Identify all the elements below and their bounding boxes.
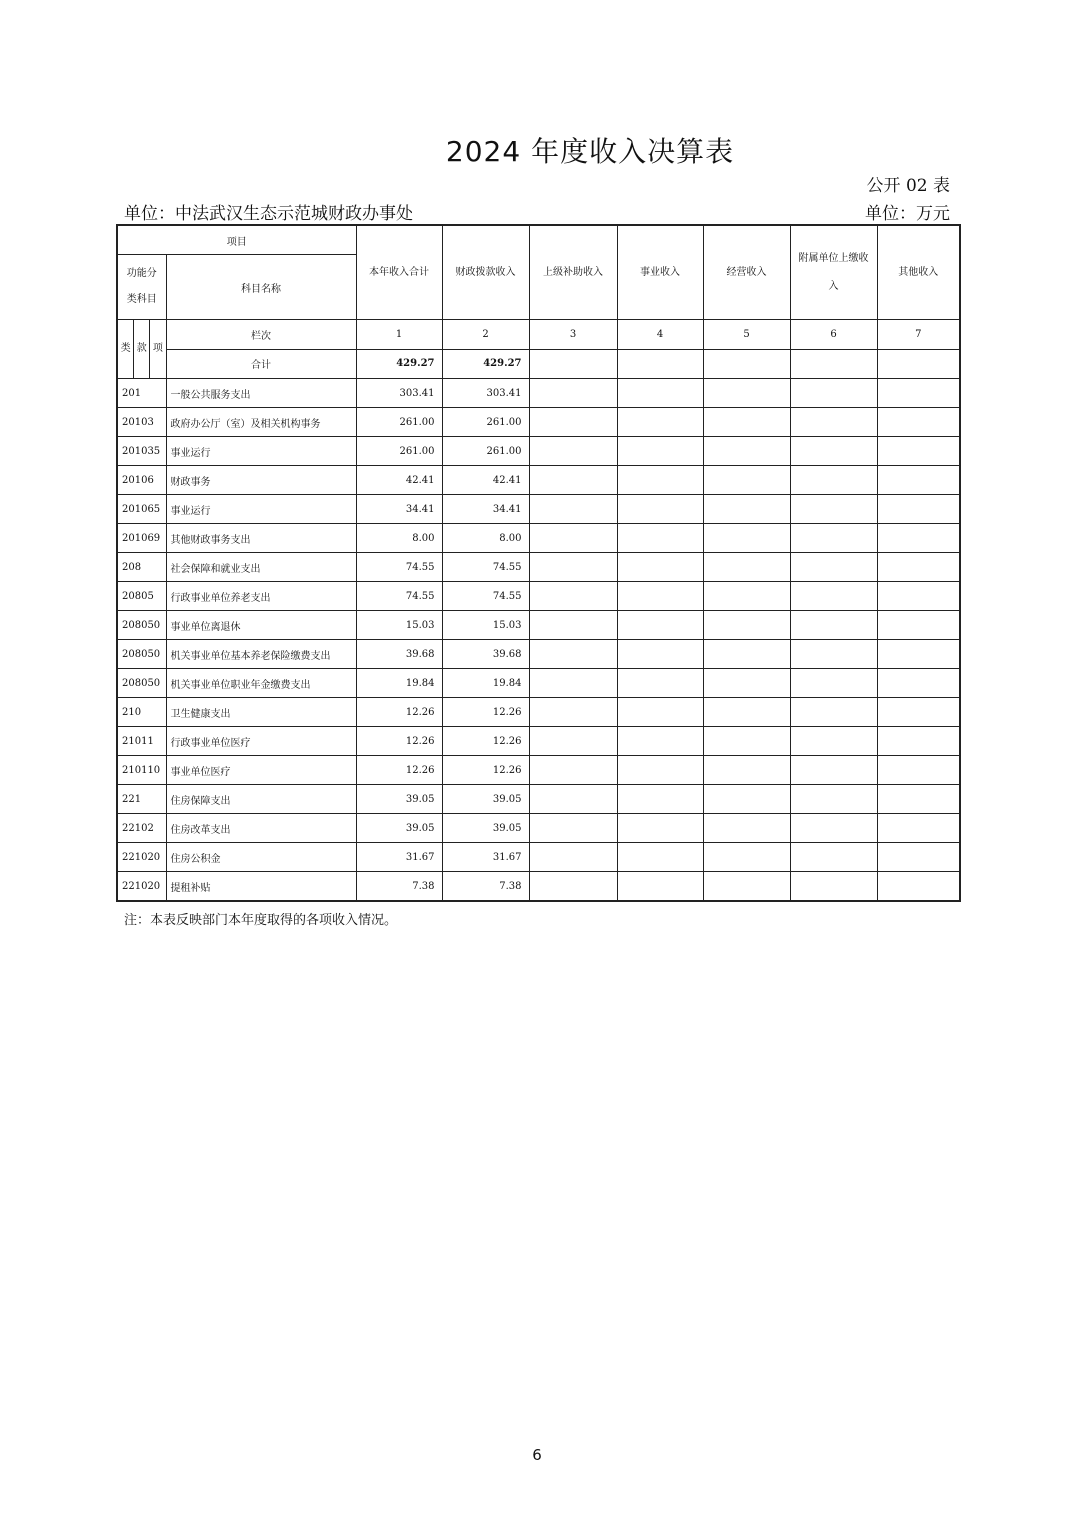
row-name: 事业单位医疗: [166, 756, 356, 785]
row-total: 303.41: [356, 379, 442, 408]
header-row-project: [117, 225, 960, 255]
row-business: [617, 582, 703, 611]
row-total: 12.26: [356, 756, 442, 785]
row-name: 一般公共服务支出: [166, 379, 356, 408]
row-operating: [703, 669, 790, 698]
row-fiscal: 19.84: [442, 669, 529, 698]
table-row: [117, 640, 960, 669]
row-superior: [529, 495, 617, 524]
table-row: [117, 408, 960, 437]
row-affiliated: [790, 408, 877, 437]
row-business: [617, 756, 703, 785]
row-affiliated: [790, 379, 877, 408]
row-name: 住房改革支出: [166, 814, 356, 843]
row-name: 住房公积金: [166, 843, 356, 872]
row-code: 221020: [117, 843, 166, 872]
row-other: [877, 669, 960, 698]
row-name: 事业运行: [166, 437, 356, 466]
row-other: [877, 843, 960, 872]
row-affiliated: [790, 727, 877, 756]
row-operating: [703, 466, 790, 495]
lanci-label: 栏次: [166, 320, 356, 350]
table-row: [117, 756, 960, 785]
row-code: 201: [117, 379, 166, 408]
row-other: [877, 698, 960, 727]
row-total: 31.67: [356, 843, 442, 872]
table-row: [117, 698, 960, 727]
row-fiscal: 12.26: [442, 727, 529, 756]
row-total: 7.38: [356, 872, 442, 902]
total-affiliated: [790, 349, 877, 379]
row-operating: [703, 698, 790, 727]
col-fiscal-header: 财政拨款收入: [442, 225, 529, 320]
row-operating: [703, 524, 790, 553]
row-name: 事业运行: [166, 495, 356, 524]
table-row: [117, 669, 960, 698]
row-other: [877, 408, 960, 437]
col-operating-header: 经营收入: [703, 225, 790, 320]
table-row: [117, 379, 960, 408]
row-fiscal: 303.41: [442, 379, 529, 408]
col-num-3: 3: [529, 320, 617, 350]
row-superior: [529, 785, 617, 814]
row-code: 20103: [117, 408, 166, 437]
row-business: [617, 553, 703, 582]
row-fiscal: 39.68: [442, 640, 529, 669]
row-code: 201069: [117, 524, 166, 553]
data-rows: [117, 379, 960, 902]
col-num-1: 1: [356, 320, 442, 350]
col-total-header: 本年收入合计: [356, 225, 442, 320]
row-other: [877, 727, 960, 756]
row-other: [877, 466, 960, 495]
row-superior: [529, 756, 617, 785]
col-num-6: 6: [790, 320, 877, 350]
currency-unit: 单位：万元: [865, 204, 950, 224]
row-other: [877, 785, 960, 814]
row-code: 221: [117, 785, 166, 814]
row-affiliated: [790, 669, 877, 698]
row-code: 210: [117, 698, 166, 727]
total-fiscal: 429.27: [442, 349, 529, 379]
table-row: [117, 785, 960, 814]
row-fiscal: 15.03: [442, 611, 529, 640]
row-fiscal: 8.00: [442, 524, 529, 553]
row-total: 74.55: [356, 553, 442, 582]
row-business: [617, 814, 703, 843]
row-other: [877, 756, 960, 785]
row-fiscal: 74.55: [442, 553, 529, 582]
col-other-header: 其他收入: [877, 225, 960, 320]
row-code: 22102: [117, 814, 166, 843]
row-business: [617, 379, 703, 408]
xiang-label: 项: [149, 320, 165, 378]
row-operating: [703, 756, 790, 785]
table-note: 注：本表反映部门本年度取得的各项收入情况。: [124, 913, 398, 928]
row-business: [617, 408, 703, 437]
row-fiscal: 261.00: [442, 408, 529, 437]
row-total: 8.00: [356, 524, 442, 553]
row-code: 208: [117, 553, 166, 582]
row-total: 74.55: [356, 582, 442, 611]
row-superior: [529, 582, 617, 611]
row-superior: [529, 814, 617, 843]
row-code: 221020: [117, 872, 166, 902]
row-affiliated: [790, 582, 877, 611]
table-row: [117, 872, 960, 902]
row-superior: [529, 843, 617, 872]
row-other: [877, 553, 960, 582]
row-affiliated: [790, 872, 877, 902]
row-fiscal: 261.00: [442, 437, 529, 466]
row-name: 行政事业单位养老支出: [166, 582, 356, 611]
row-other: [877, 814, 960, 843]
func-class-header: 功能分类科目: [117, 255, 166, 320]
total-business: [617, 349, 703, 379]
row-operating: [703, 814, 790, 843]
row-business: [617, 872, 703, 902]
header-row-lanci: [117, 320, 960, 350]
row-code: 208050: [117, 640, 166, 669]
row-affiliated: [790, 843, 877, 872]
row-affiliated: [790, 495, 877, 524]
row-superior: [529, 640, 617, 669]
row-name: 卫生健康支出: [166, 698, 356, 727]
row-operating: [703, 553, 790, 582]
row-fiscal: 39.05: [442, 785, 529, 814]
form-number: 公开 02 表: [866, 176, 950, 196]
row-name: 机关事业单位职业年金缴费支出: [166, 669, 356, 698]
row-name: 住房保障支出: [166, 785, 356, 814]
row-total: 19.84: [356, 669, 442, 698]
table-row: [117, 524, 960, 553]
row-business: [617, 437, 703, 466]
col-num-5: 5: [703, 320, 790, 350]
total-label: 合计: [166, 349, 356, 379]
table-row: [117, 466, 960, 495]
row-business: [617, 611, 703, 640]
row-name: 行政事业单位医疗: [166, 727, 356, 756]
row-affiliated: [790, 466, 877, 495]
row-total: 42.41: [356, 466, 442, 495]
row-superior: [529, 524, 617, 553]
row-fiscal: 7.38: [442, 872, 529, 902]
row-operating: [703, 495, 790, 524]
row-business: [617, 669, 703, 698]
table-row: [117, 582, 960, 611]
row-affiliated: [790, 524, 877, 553]
kuan-label: 款: [133, 320, 149, 378]
row-superior: [529, 553, 617, 582]
organization-unit: 单位：中法武汉生态示范城财政办事处: [124, 204, 413, 224]
row-operating: [703, 437, 790, 466]
table-row: [117, 553, 960, 582]
row-affiliated: [790, 814, 877, 843]
table-row: [117, 843, 960, 872]
row-total: 39.68: [356, 640, 442, 669]
total-amount: 429.27: [356, 349, 442, 379]
table-row: [117, 611, 960, 640]
row-name: 政府办公厅（室）及相关机构事务: [166, 408, 356, 437]
row-name: 事业单位离退休: [166, 611, 356, 640]
col-superior-header: 上级补助收入: [529, 225, 617, 320]
col-business-header: 事业收入: [617, 225, 703, 320]
page-number: 6: [532, 1446, 542, 1464]
row-operating: [703, 408, 790, 437]
row-superior: [529, 466, 617, 495]
lei-label: 类: [120, 343, 131, 354]
row-code: 210110: [117, 756, 166, 785]
row-other: [877, 437, 960, 466]
row-other: [877, 495, 960, 524]
total-operating: [703, 349, 790, 379]
row-name: 提租补贴: [166, 872, 356, 902]
lei-kuan-xiang-header: [117, 320, 166, 379]
row-superior: [529, 872, 617, 902]
row-affiliated: [790, 437, 877, 466]
row-code: 21011: [117, 727, 166, 756]
subject-name-header: 科目名称: [166, 255, 356, 320]
row-business: [617, 524, 703, 553]
row-affiliated: [790, 756, 877, 785]
row-superior: [529, 611, 617, 640]
total-other: [877, 349, 960, 379]
row-fiscal: 74.55: [442, 582, 529, 611]
col-num-7: 7: [877, 320, 960, 350]
row-other: [877, 379, 960, 408]
table-row: [117, 727, 960, 756]
row-fiscal: 12.26: [442, 756, 529, 785]
row-operating: [703, 785, 790, 814]
total-superior: [529, 349, 617, 379]
row-business: [617, 843, 703, 872]
row-total: 12.26: [356, 727, 442, 756]
row-total: 15.03: [356, 611, 442, 640]
project-header: 项目: [117, 225, 356, 255]
row-operating: [703, 872, 790, 902]
row-business: [617, 466, 703, 495]
row-business: [617, 727, 703, 756]
row-affiliated: [790, 553, 877, 582]
row-operating: [703, 843, 790, 872]
col-num-4: 4: [617, 320, 703, 350]
row-total: 39.05: [356, 814, 442, 843]
row-superior: [529, 698, 617, 727]
col-num-2: 2: [442, 320, 529, 350]
row-operating: [703, 582, 790, 611]
row-other: [877, 640, 960, 669]
table-row: [117, 437, 960, 466]
table-row: [117, 495, 960, 524]
row-affiliated: [790, 785, 877, 814]
total-row: [117, 349, 960, 379]
row-operating: [703, 640, 790, 669]
row-total: 261.00: [356, 437, 442, 466]
row-fiscal: 42.41: [442, 466, 529, 495]
row-code: 20805: [117, 582, 166, 611]
row-superior: [529, 669, 617, 698]
row-other: [877, 582, 960, 611]
row-affiliated: [790, 640, 877, 669]
row-operating: [703, 611, 790, 640]
row-superior: [529, 727, 617, 756]
row-business: [617, 495, 703, 524]
row-superior: [529, 408, 617, 437]
row-name: 其他财政事务支出: [166, 524, 356, 553]
row-business: [617, 698, 703, 727]
row-code: 208050: [117, 669, 166, 698]
row-total: 261.00: [356, 408, 442, 437]
col-affiliated-header: 附属单位上缴收入: [790, 225, 877, 320]
table-row: [117, 814, 960, 843]
row-other: [877, 872, 960, 902]
row-total: 39.05: [356, 785, 442, 814]
row-fiscal: 39.05: [442, 814, 529, 843]
row-fiscal: 12.26: [442, 698, 529, 727]
report-title: 2024 年度收入决算表: [445, 135, 735, 168]
row-name: 社会保障和就业支出: [166, 553, 356, 582]
row-other: [877, 611, 960, 640]
row-code: 20106: [117, 466, 166, 495]
row-business: [617, 640, 703, 669]
row-operating: [703, 727, 790, 756]
row-code: 201065: [117, 495, 166, 524]
row-total: 34.41: [356, 495, 442, 524]
row-affiliated: [790, 698, 877, 727]
row-name: 财政事务: [166, 466, 356, 495]
row-fiscal: 31.67: [442, 843, 529, 872]
row-business: [617, 785, 703, 814]
row-affiliated: [790, 611, 877, 640]
row-fiscal: 34.41: [442, 495, 529, 524]
row-operating: [703, 379, 790, 408]
row-superior: [529, 379, 617, 408]
income-table: [116, 224, 961, 902]
row-code: 201035: [117, 437, 166, 466]
row-superior: [529, 437, 617, 466]
row-code: 208050: [117, 611, 166, 640]
row-name: 机关事业单位基本养老保险缴费支出: [166, 640, 356, 669]
row-other: [877, 524, 960, 553]
row-total: 12.26: [356, 698, 442, 727]
